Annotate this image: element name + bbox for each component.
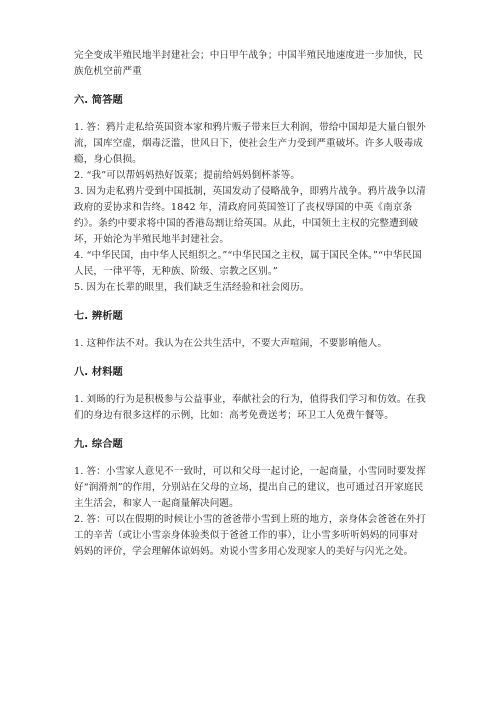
section-comprehensive	[74, 438, 426, 560]
section-material	[74, 366, 426, 424]
answer-paragraph: 4. “中华民国，由中华人民组织之。”“中华民国之主权，属于国民全体。”“中华民国人民，一律平等，无种族、阶级、宗教之区别。”	[74, 250, 422, 277]
answer-paragraph: 2. 答：可以在假期的时候让小雪的爸爸带小雪到上班的地方，亲身体会爸爸在外打工的辛苦（或让小雪亲身体验类似于爸爸工作的事），让小雪多听听妈妈的同事对妈妈的评价，学会理解体谅妈妈。劝说小雪多用心发现家人的美好与闪光之处。	[74, 514, 426, 557]
document-page	[74, 48, 426, 560]
answer-paragraph: 1. 这种作法不对。我认为在公共生活中，不要大声喧闹，不要影响他人。	[74, 338, 388, 349]
answer-paragraph: 1. 答：鸦片走私给英国资本家和鸦片贩子带来巨大利润，带给中国却是大量白银外流，国库空虚，烟毒泛滥，世风日下，使社会生产力受到严重破坏。许多人吸毒成瘾，身心俱损。	[74, 122, 426, 165]
section-title: 六. 简答题	[74, 95, 123, 106]
answer-paragraph: 3. 因为走私鸦片受到中国抵制，英国发动了侵略战争，即鸦片战争。鸦片战争以清政府的妥协求和告终。1842 年，清政府同英国签订了丧权辱国的中英《南京条约》。条约中要求将中国的香港岛割让给英国。从此，中国领土主权的完整遭到破坏，开始沦为半殖民地半封建社会。	[74, 186, 426, 245]
section-title: 七. 辨析题	[74, 311, 123, 322]
intro-continuation: 完全变成半殖民地半封建社会；中日甲午战争；中国半殖民地速度进一步加快，民族危机空前严重	[74, 50, 423, 77]
section-title: 八. 材料题	[74, 367, 123, 378]
section-short-answer	[74, 94, 426, 296]
section-title: 九. 综合题	[74, 439, 123, 450]
answer-paragraph: 5. 因为在长辈的眼里，我们缺乏生活经验和社会阅历。	[74, 282, 310, 293]
section-analysis	[74, 310, 426, 352]
answer-paragraph: 1. 答：小雪家人意见不一致时，可以和父母一起讨论，一起商量，小雪同时要发挥好“润滑剂”的作用，分别站在父母的立场，提出自己的建议，也可通过召开家庭民主生活会，和家人一起商量解决问题。	[74, 466, 426, 509]
answer-paragraph: 1. 刘旸的行为是积极参与公益事业，奉献社会的行为，值得我们学习和仿效。在我们的身边有很多这样的示例，比如：高考免费送考；环卫工人免费午餐等。	[74, 394, 426, 421]
answer-paragraph: 2. “我”可以帮妈妈热好饭菜；提前给妈妈倒杯茶等。	[74, 170, 301, 181]
